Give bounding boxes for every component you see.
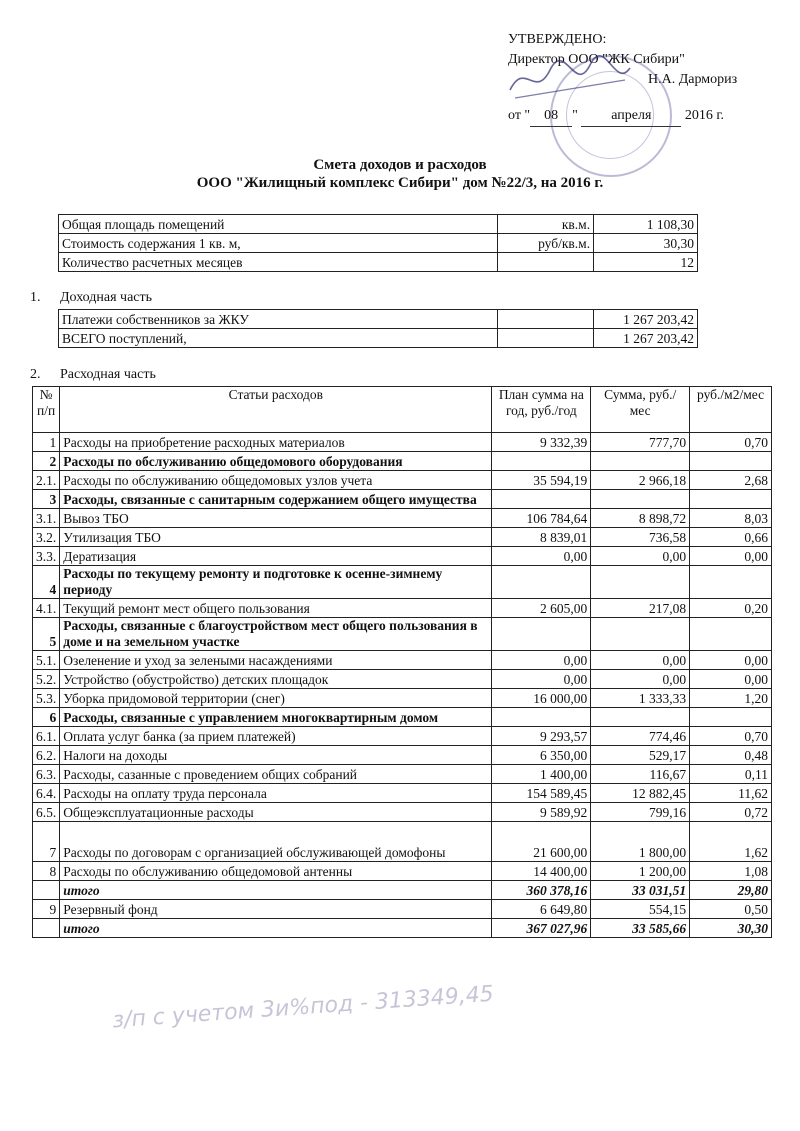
expense-row — [33, 651, 772, 670]
col-num-header: № п/п — [33, 387, 60, 433]
row-rate: 0,48 — [690, 746, 772, 765]
row-number: 6.2. — [33, 746, 60, 765]
approval-position: Директор ООО "ЖК Сибири" — [508, 52, 685, 67]
row-rate: 0,72 — [690, 803, 772, 822]
row-label: Озеленение и уход за зелеными насаждениями — [60, 651, 492, 670]
row-rate: 2,68 — [690, 471, 772, 490]
row-year-amount: 367 027,96 — [492, 919, 591, 938]
row-month-amount: 2 966,18 — [591, 471, 690, 490]
row-number: 3.2. — [33, 528, 60, 547]
expense-row — [33, 471, 772, 490]
row-label: Расходы по обслуживанию общедомового оборудования — [60, 452, 492, 471]
approval-year: 2016 г. — [684, 108, 725, 123]
expense-heading: 2. Расходная часть — [30, 367, 156, 382]
expense-row — [33, 670, 772, 689]
subtotal-row — [33, 919, 772, 938]
row-year-amount: 8 839,01 — [492, 528, 591, 547]
row-year-amount: 6 350,00 — [492, 746, 591, 765]
row-month-amount: 0,00 — [591, 651, 690, 670]
row-rate: 0,50 — [690, 900, 772, 919]
row-month-amount: 799,16 — [591, 803, 690, 822]
params-row: Общая площадь помещений кв.м. 1 108,30 — [59, 215, 698, 234]
row-label: итого — [60, 919, 492, 938]
row-rate: 1,62 — [690, 822, 772, 862]
row-month-amount — [591, 490, 690, 509]
row-rate: 29,80 — [690, 881, 772, 900]
expense-row — [33, 708, 772, 727]
col-item-header: Статьи расходов — [60, 387, 492, 433]
income-row: Платежи собственников за ЖКУ 1 267 203,42 — [59, 310, 698, 329]
params-row: Стоимость содержания 1 кв. м, руб/кв.м. 30,30 — [59, 234, 698, 253]
row-label: Расходы на оплату труда персонала — [60, 784, 492, 803]
col-year-header: План сумма на год, руб./год — [492, 387, 591, 433]
expense-row — [33, 528, 772, 547]
expense-table — [32, 386, 772, 938]
row-month-amount: 529,17 — [591, 746, 690, 765]
row-year-amount: 9 293,57 — [492, 727, 591, 746]
row-rate: 1,08 — [690, 862, 772, 881]
params-row: Количество расчетных месяцев 12 — [59, 253, 698, 272]
row-label: Расходы, связанные с санитарным содержанием общего имущества — [60, 490, 492, 509]
income-table — [58, 309, 698, 348]
row-number: 4.1. — [33, 599, 60, 618]
col-month-header: Сумма, руб./мес — [591, 387, 690, 433]
row-month-amount: 736,58 — [591, 528, 690, 547]
row-label: Расходы по обслуживанию общедомовых узлов учета — [60, 471, 492, 490]
row-number: 2 — [33, 452, 60, 471]
row-rate: 30,30 — [690, 919, 772, 938]
row-rate — [690, 618, 772, 651]
row-year-amount — [492, 618, 591, 651]
row-year-amount: 106 784,64 — [492, 509, 591, 528]
row-number: 8 — [33, 862, 60, 881]
expense-row — [33, 433, 772, 452]
row-number: 3 — [33, 490, 60, 509]
income-row: ВСЕГО поступлений, 1 267 203,42 — [59, 329, 698, 348]
row-month-amount: 217,08 — [591, 599, 690, 618]
row-label: Расходы, связанные с управлением многоквартирным домом — [60, 708, 492, 727]
row-number: 6.1. — [33, 727, 60, 746]
expense-row — [33, 618, 772, 651]
expense-row — [33, 784, 772, 803]
row-year-amount: 21 600,00 — [492, 822, 591, 862]
row-month-amount: 116,67 — [591, 765, 690, 784]
row-label: Расходы по текущему ремонту и подготовке к осенне-зимнему периоду — [60, 566, 492, 599]
row-year-amount — [492, 566, 591, 599]
row-year-amount: 154 589,45 — [492, 784, 591, 803]
row-month-amount: 0,00 — [591, 670, 690, 689]
row-month-amount: 774,46 — [591, 727, 690, 746]
row-rate: 0,11 — [690, 765, 772, 784]
expense-row — [33, 862, 772, 881]
row-year-amount: 6 649,80 — [492, 900, 591, 919]
row-rate — [690, 566, 772, 599]
expense-header-row — [33, 387, 772, 433]
approval-heading: УТВЕРЖДЕНО: — [508, 32, 607, 47]
row-month-amount: 8 898,72 — [591, 509, 690, 528]
row-year-amount — [492, 490, 591, 509]
row-rate — [690, 490, 772, 509]
row-rate — [690, 452, 772, 471]
row-number: 1 — [33, 433, 60, 452]
expense-row — [33, 727, 772, 746]
row-rate: 1,20 — [690, 689, 772, 708]
row-year-amount — [492, 708, 591, 727]
row-label: Текущий ремонт мест общего пользования — [60, 599, 492, 618]
row-number: 6.4. — [33, 784, 60, 803]
row-year-amount — [492, 452, 591, 471]
row-number: 6.5. — [33, 803, 60, 822]
approval-month: апреля — [581, 106, 681, 127]
row-label: Расходы, сазанные с проведением общих собраний — [60, 765, 492, 784]
row-month-amount: 33 031,51 — [591, 881, 690, 900]
row-label: итого — [60, 881, 492, 900]
row-year-amount: 0,00 — [492, 670, 591, 689]
row-month-amount — [591, 708, 690, 727]
expense-body — [33, 433, 772, 938]
row-number: 6.3. — [33, 765, 60, 784]
row-label: Общеэксплуатационные расходы — [60, 803, 492, 822]
expense-row — [33, 547, 772, 566]
row-month-amount: 1 200,00 — [591, 862, 690, 881]
row-month-amount: 12 882,45 — [591, 784, 690, 803]
row-year-amount: 0,00 — [492, 651, 591, 670]
row-number: 2.1. — [33, 471, 60, 490]
row-rate: 0,20 — [690, 599, 772, 618]
row-label: Утилизация ТБО — [60, 528, 492, 547]
expense-row — [33, 490, 772, 509]
row-label: Расходы по обслуживанию общедомовой антенны — [60, 862, 492, 881]
row-label: Налоги на доходы — [60, 746, 492, 765]
row-rate: 0,00 — [690, 670, 772, 689]
row-rate: 0,70 — [690, 727, 772, 746]
row-label: Резервный фонд — [60, 900, 492, 919]
expense-row — [33, 822, 772, 862]
row-label: Расходы по договорам с организацией обслуживающей домофоны — [60, 822, 492, 862]
row-rate: 0,00 — [690, 651, 772, 670]
row-rate: 8,03 — [690, 509, 772, 528]
expense-row — [33, 803, 772, 822]
document-title: Смета доходов и расходов — [313, 157, 487, 173]
row-label: Дератизация — [60, 547, 492, 566]
row-number — [33, 919, 60, 938]
row-month-amount: 777,70 — [591, 433, 690, 452]
row-year-amount: 14 400,00 — [492, 862, 591, 881]
row-number: 7 — [33, 822, 60, 862]
row-number: 3.3. — [33, 547, 60, 566]
row-month-amount — [591, 618, 690, 651]
row-month-amount: 1 800,00 — [591, 822, 690, 862]
row-rate: 0,00 — [690, 547, 772, 566]
handwritten-note: з/п с учетом 3и%под - 313349,45 — [111, 981, 495, 1034]
row-rate — [690, 708, 772, 727]
row-number: 9 — [33, 900, 60, 919]
row-year-amount: 9 332,39 — [492, 433, 591, 452]
expense-row — [33, 746, 772, 765]
row-number: 6 — [33, 708, 60, 727]
expense-row — [33, 566, 772, 599]
expense-row — [33, 689, 772, 708]
expense-row — [33, 900, 772, 919]
row-month-amount — [591, 452, 690, 471]
row-number: 4 — [33, 566, 60, 599]
row-month-amount: 554,15 — [591, 900, 690, 919]
row-number: 5.1. — [33, 651, 60, 670]
row-number — [33, 881, 60, 900]
row-year-amount: 0,00 — [492, 547, 591, 566]
row-month-amount — [591, 566, 690, 599]
params-table — [58, 214, 698, 272]
subtotal-row — [33, 881, 772, 900]
row-label: Устройство (обустройство) детских площадок — [60, 670, 492, 689]
row-year-amount: 360 378,16 — [492, 881, 591, 900]
approval-day: 08 — [530, 106, 572, 127]
row-number: 5.2. — [33, 670, 60, 689]
row-label: Оплата услуг банка (за прием платежей) — [60, 727, 492, 746]
row-label: Вывоз ТБО — [60, 509, 492, 528]
row-year-amount: 2 605,00 — [492, 599, 591, 618]
expense-row — [33, 765, 772, 784]
expense-row — [33, 509, 772, 528]
expense-row — [33, 599, 772, 618]
row-number: 5 — [33, 618, 60, 651]
row-label: Расходы, связанные с благоустройством мест общего пользования в доме и на земельном участке — [60, 618, 492, 651]
director-signature — [505, 50, 635, 110]
row-year-amount: 1 400,00 — [492, 765, 591, 784]
document-subtitle: ООО "Жилищный комплекс Сибири" дом №22/3, на 2016 г. — [196, 175, 604, 191]
income-heading: 1. Доходная часть — [30, 290, 153, 305]
row-year-amount: 9 589,92 — [492, 803, 591, 822]
row-label: Расходы на приобретение расходных материалов — [60, 433, 492, 452]
expense-row — [33, 452, 772, 471]
row-number: 3.1. — [33, 509, 60, 528]
director-name: Н.А. Дармориз — [648, 72, 738, 87]
row-month-amount: 0,00 — [591, 547, 690, 566]
col-rate-header: руб./м2/мес — [690, 387, 772, 433]
row-number: 5.3. — [33, 689, 60, 708]
approval-date: от " 08 " апреля 2016 г. — [508, 106, 737, 127]
row-rate: 11,62 — [690, 784, 772, 803]
row-rate: 0,66 — [690, 528, 772, 547]
row-label: Уборка придомовой территории (снег) — [60, 689, 492, 708]
row-year-amount: 35 594,19 — [492, 471, 591, 490]
row-year-amount: 16 000,00 — [492, 689, 591, 708]
row-month-amount: 33 585,66 — [591, 919, 690, 938]
row-rate: 0,70 — [690, 433, 772, 452]
row-month-amount: 1 333,33 — [591, 689, 690, 708]
